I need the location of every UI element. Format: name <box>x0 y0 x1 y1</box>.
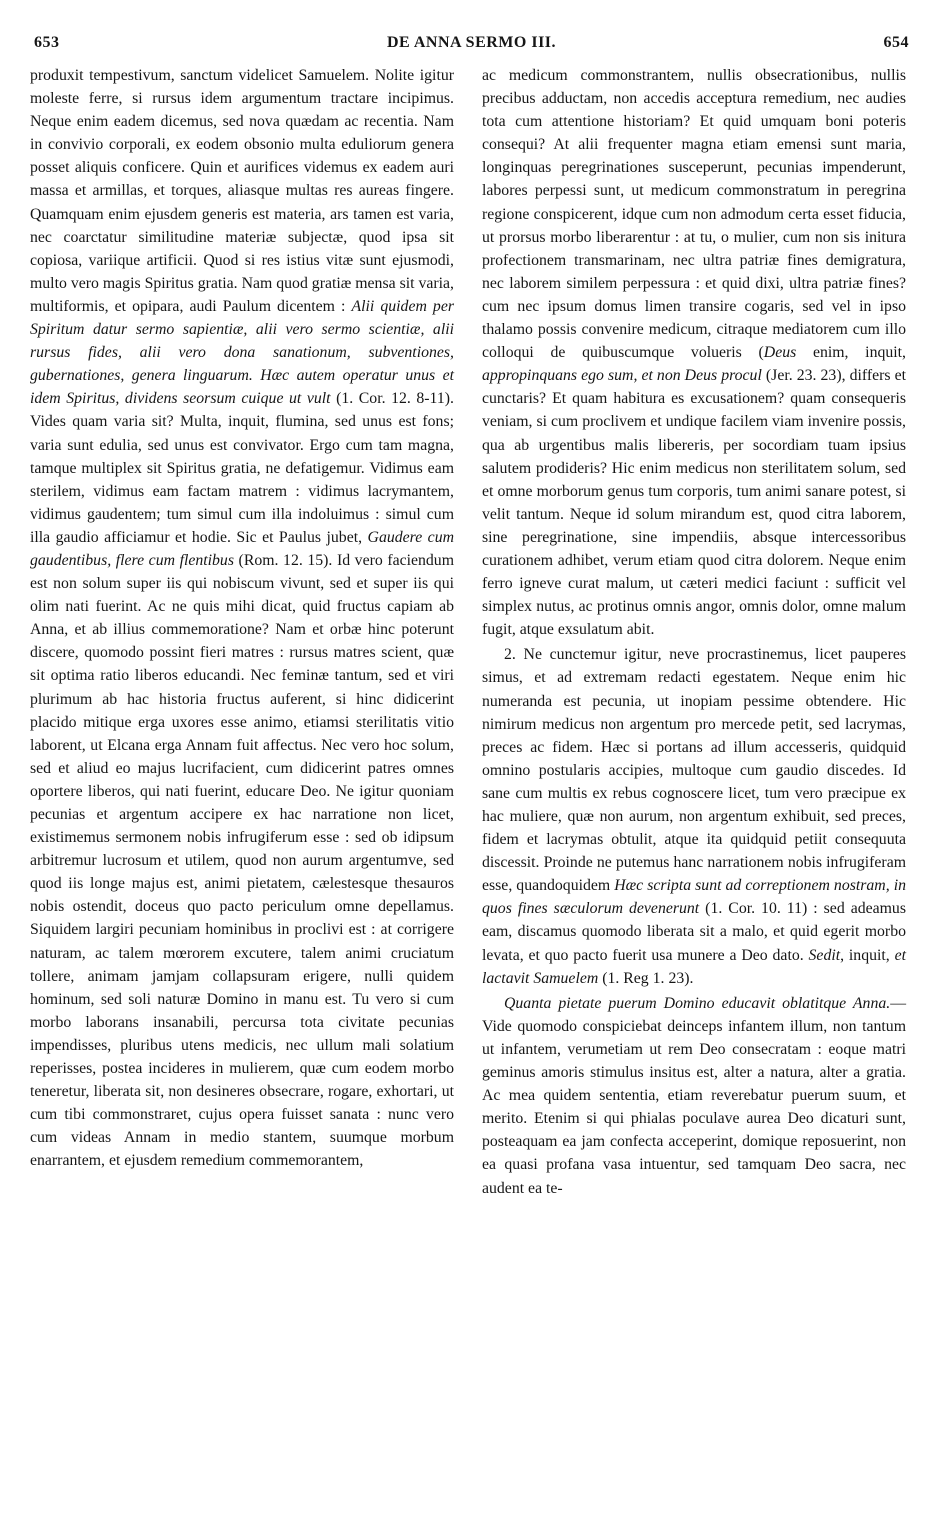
scripture-quote: appropinquans ego sum, et non Deus procul <box>482 367 762 385</box>
left-column <box>30 64 454 1173</box>
section-heading: Quanta pietate puerum Domino educavit oblatitque Anna. <box>504 994 891 1012</box>
text-run: (1. Reg 1. 23). <box>598 969 694 987</box>
scripture-quote: Deus <box>763 344 797 362</box>
text-run: produxit tempestivum, sanctum videlicet Samuelem. Nolite igitur moleste ferre, si rursus idem argumentum tractare incipimus. Neque enim eadem dicemus, sed nova quædam ac recentia. Nam in convivio corporali, ex eodem obsonio multa eduliorum genera posset aliquis conficere. Quin et aurifices videmus ex eadem auri massa et armillas, et torques, aliasque multas res aureas fingere. Quamquam enim ejusdem generis est materia, ars tamen est varia, nec coarctatur similitudine materiæ subjectæ, quod ipsa sit copiosa, variique artificii. Quod si res istius vitæ sunt ejusmodi, multo vero magis Spiritus gratia. Nam quod gratiæ mensa sit varia, multiformis, et opipara, audi Paulum dicentem : <box>30 67 454 315</box>
page-number-left: 653 <box>34 34 60 51</box>
paragraph-2 <box>482 643 906 989</box>
text-run: ac medicum commonstrantem, nullis obsecrationibus, nullis precibus adductam, non accedis acceptura remedium, nec audies tota cum attentione historiam? Et quid umquam boni poteris consequi? At alii frequenter magna etiam emensi sunt maria, longinquas peregrinationes susceperunt, pecunias impenderunt, labores perpessi sunt, ut medicum commonstratum in peregrina regione conspicerent, idque cum non admodum certa esset fiducia, ut prorsus morbo liberarentur : at tu, o mulier, cum non sis initura profectionem transmarinam, nec ultra patriæ fines demigratura, nec laborem similem perpessura : et quid dixi, ultra patriæ fines? cum nec ipsum domus limen transire cogaris, sed vel in ipso thalamo possis convenire medicum, citraque mediatorem cum illo colloqui de quibuscumque volueris ( <box>482 67 906 362</box>
paragraph <box>482 64 906 641</box>
text-run: (Jer. 23. 23), differs et cunctaris? Et quam habitura es excusationem? quam consequeris veniam, si cum proclivem et undique facilem viam invenire possis, qua ab urgentibus malis libereris, per socordiam tuam ipsius salutem prodideris? Hic enim medicus non sterilitatem solum, sed et omne morborum genus tum corporis, tum animi sanare potest, si velit tantum. Neque id solum mirandum est, quod citra laborem, sine peregrinatione, sine impendiis, absque intercessoribus curationem adhibet, verum etiam quod citra dolorem. Neque enim ferro igneve curat malum, ut cæteri medici faciunt : sufficit vel simplex nutus, ac protinus omnis angor, omnis dolor, omne malum fugit, atque exsulatum abit. <box>482 367 906 639</box>
scripture-quote: et lactavit Samuelem <box>482 946 906 987</box>
scripture-quote: Gaudere cum gaudentibus, flere cum flentibus <box>30 528 454 569</box>
text-run: (1. Cor. 12. 8-11). Vides quam varia sit? Multa, inquit, flumina, sed unus est fons; varia sunt edulia, sed unus est convivator. Ergo cum tam magna, tamque multiplex sit Spiritus gratia, ne defatigemur. Vidimus eam sterilem, vidimus eam factam matrem : vidimus lacrymantem, vidimus gaudentem; tum simul cum illa indoluimus : simul cum illa gaudio afficiamur et hodie. Sic et Paulus jubet, <box>30 390 454 546</box>
text-run: 2. Ne cunctemur igitur, neve procrastinemus, licet pauperes simus, et ad extremam redacti egestatem. Neque enim hic numeranda est pecunia, ut inopiam pessime obtendere. Hic nimirum medicus non argentum pro mercede petit, sed lacrymas, preces ac fidem. Hæc si portans ad illum accesseris, quidquid omnino postularis accipies, multoque cum gaudio discedes. Id sane cum multis ex rebus cognoscere licet, tum vero præcipue ex hac muliere, quæ non aurum, non argentum exhibuit, sed preces, fidem et lacrymas obtulit, atque ita quidquid petiit consequuta discessit. Proinde ne putemus hanc narrationem nobis infrugiferam esse, quandoquidem <box>482 646 906 895</box>
right-column <box>482 64 906 1200</box>
paragraph-3 <box>482 992 906 1200</box>
text-run: (1. Cor. 10. 11) : sed adeamus eam, discamus quomodo liberata sit a malo, et quid egerit morbo levata, et quo pacto fuerit usa munere a Deo dato. <box>482 900 906 964</box>
scripture-quote: Hæc scripta sunt ad correptionem nostram, in quos fines sæculorum devenerunt <box>482 877 906 918</box>
scripture-quote: Sedit <box>808 946 841 964</box>
paragraph <box>30 64 454 1173</box>
text-run: enim, inquit, <box>796 344 906 362</box>
scripture-quote: Alii quidem per Spiritum datur sermo sapientiæ, alii vero sermo scientiæ, alii rursus fides, alii vero dona sanationum, subventiones, gubernationes, genera linguarum. Hæc autem operatur unus et idem Spiritus, dividens seorsum cuique ut vult <box>30 297 454 408</box>
page-number-right: 654 <box>883 34 909 51</box>
running-title: DE ANNA SERMO III. <box>386 34 557 51</box>
text-run: —Vide quomodo conspiciebat deinceps infantem illum, non tantum ut infantem, verumetiam ut rem Deo consecratam : eoque matri geminus amoris stimulus insitus est, alter a natura, alter a gratia. Ac mea quidem sententia, etiam reverebatur puerum suum, et merito. Etenim si qui phialas poculave aurea Deo dicaturi sunt, posteaquam ea jam confecta acceperint, domique reposuerint, non ea quasi profana vasa intuentur, sed tamquam Deo sacra, nec audent ea te- <box>482 994 906 1197</box>
text-run: , inquit, <box>840 946 895 964</box>
text-run: (Rom. 12. 15). Id vero faciendum est non solum super iis qui nobiscum vivunt, sed et super iis qui olim nati fuerint. Ac ne quis mihi dicat, quid fructus capiam ab Anna, et ab illius commemoratione? Nam et orbæ hinc poterunt discere, quomodo possint fieri matres : rursus matres scient, quæ sit optima ratio liberos educandi. Nec feminæ tantum, sed et viri plurimum ab hac historia fructus auferent, si hinc didicerint placido mitique erga uxores esse animo, etiamsi sterilitatis vitio laborent, ut Elcana erga Annam fuit affectus. Nec vero hoc solum, sed et aliud eo majus lucrifacient, cum didicerint patres omnes oportere liberos, qui nati fuerint, educare Deo. Ne igitur quoniam pecunias et argentum accipere ex hac narratione non licet, existimemus sermonem nobis infrugiferum esse : sed ob idipsum arbitremur lucrosum et utilem, quod non aurum argentumve, sed quod iis longe majus est, animi pietatem, cælestesque thesauros nobis ostendit, doceus quo pacto periculum omne depellamus. Siquidem largiri pecuniam hominibus in proclivi est : at corrigere naturam, ac talem mœrorem excutere, talem animi cruciatum tollere, animam jamjam collapsuram erigere, nulli quidem hominum, sed soli naturæ Domino in manu est. Tu vero si cum morbo laborans insanabili, percursa tota civitate pecunias impendisses, pluribus utens medicis, nec ullum mali solatium reperisses, postea incideres in mulierem, quæ cum eodem morbo teneretur, liberata sit, non desineres obsecrare, rogare, exhortari, ut cum tibi commonstraret, cujus opera fuisset sanata : nunc vero cum videas Annam in medio stantem, suumque morbum enarrantem, et ejusdem remedium commemorantem, <box>30 551 454 1170</box>
page-header <box>34 34 909 60</box>
